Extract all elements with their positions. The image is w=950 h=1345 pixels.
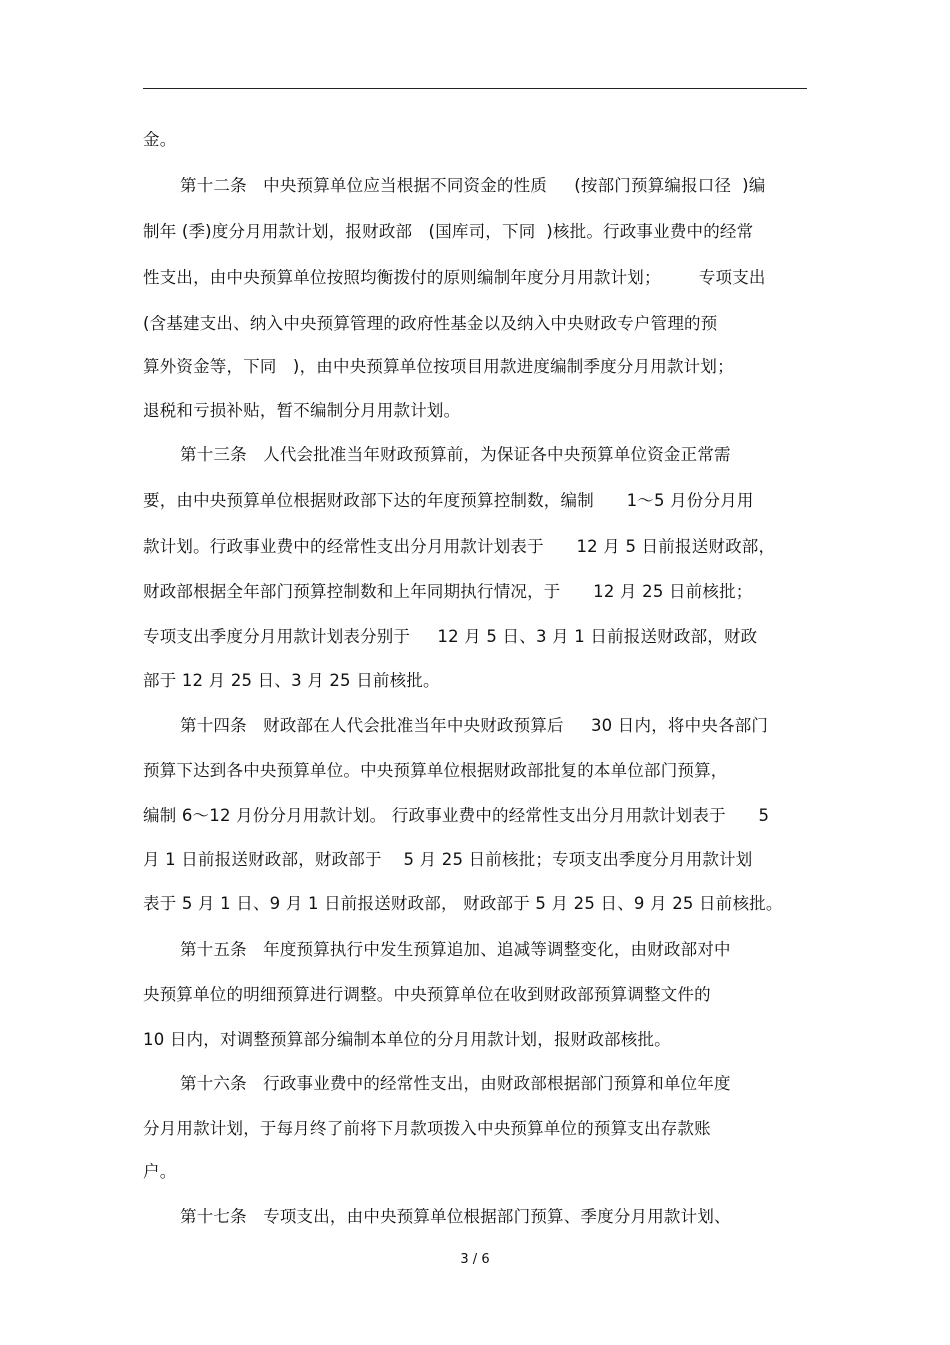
article-16-line: 第十六条 行政事业费中的经常性支出，由财政部根据部门预算和单位年度 — [180, 1074, 731, 1093]
article-14-line: 第十四条 财政部在人代会批准当年中央财政预算后 30 日内，将中央各部门 — [180, 716, 769, 735]
header-rule — [143, 88, 807, 89]
text-line: 要，由中央预算单位根据财政部下达的年度预算控制数，编制 1～5 月份分月用 — [143, 491, 754, 510]
text-line: 算外资金等，下同 )，由中央预算单位按项目用款进度编制季度分月用款计划； — [143, 357, 734, 376]
article-13-line: 第十三条 人代会批准当年财政预算前，为保证各中央预算单位资金正常需 — [180, 445, 731, 464]
text-line: 10 日内，对调整预算部分编制本单位的分月用款计划，报财政部核批。 — [143, 1030, 671, 1049]
text-line: 部于 12 月 25 日、3 月 25 日前核批。 — [143, 671, 440, 690]
text-line: 央预算单位的明细预算进行调整。中央预算单位在收到财政部预算调整文件的 — [143, 985, 711, 1004]
text-line: 性支出，由中央预算单位按照均衡拨付的原则编制年度分月用款计划； 专项支出 — [143, 268, 766, 287]
text-line: 表于 5 月 1 日、9 月 1 日前报送财政部， 财政部于 5 月 25 日、9 月 25 日前核批。 — [143, 894, 783, 913]
text-line: 财政部根据全年部门预算控制数和上年同期执行情况，于 12 月 25 日前核批； — [143, 582, 753, 601]
text-line: 专项支出季度分月用款计划表分别于 12 月 5 日、3 月 1 日前报送财政部，财政 — [143, 627, 758, 646]
text-line: 金。 — [143, 130, 177, 149]
text-line: 编制 6～12 月份分月用款计划。 行政事业费中的经常性支出分月用款计划表于 5 — [143, 806, 770, 825]
text-line: (含基建支出、纳入中央预算管理的政府性基金以及纳入中央财政专户管理的预 — [143, 314, 718, 333]
text-line: 分月用款计划，于每月终了前将下月款项拨入中央预算单位的预算支出存款账 — [143, 1119, 711, 1138]
article-17-line: 第十七条 专项支出，由中央预算单位根据部门预算、季度分月用款计划、 — [180, 1207, 731, 1226]
text-line: 退税和亏损补贴，暂不编制分月用款计划。 — [143, 401, 461, 420]
text-line: 户。 — [143, 1162, 177, 1181]
page-number: 3 / 6 — [460, 1252, 490, 1267]
article-15-line: 第十五条 年度预算执行中发生预算追加、追减等调整变化，由财政部对中 — [180, 940, 731, 959]
text-line: 月 1 日前报送财政部，财政部于 5 月 25 日前核批；专项支出季度分月用款计划 — [143, 850, 753, 869]
text-line: 预算下达到各中央预算单位。中央预算单位根据财政部批复的本单位部门预算， — [143, 761, 728, 780]
text-line: 制年 (季)度分月用款计划，报财政部 (国库司，下同 )核批。行政事业费中的经常 — [143, 222, 754, 241]
article-12-line: 第十二条 中央预算单位应当根据不同资金的性质 (按部门预算编报口径 )编 — [180, 176, 766, 195]
text-line: 款计划。行政事业费中的经常性支出分月用款计划表于 12 月 5 日前报送财政部， — [143, 537, 776, 556]
